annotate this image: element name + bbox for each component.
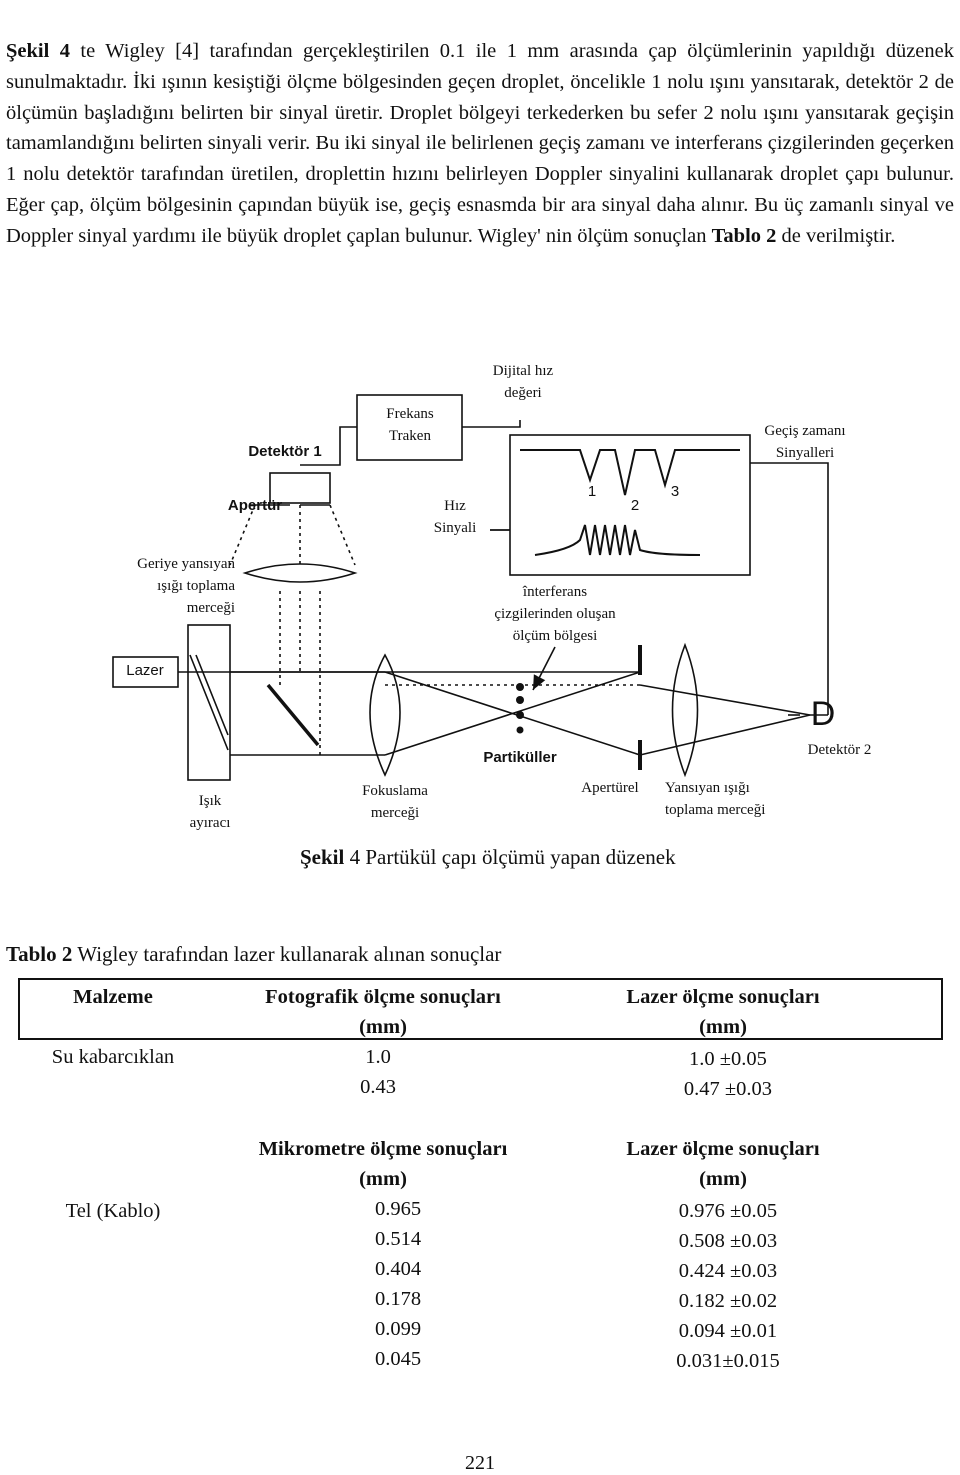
reflected-lens (673, 645, 698, 775)
beam-splitter-label: Işık ayıracı (189, 793, 231, 831)
particles-label: Partiküller (483, 749, 557, 766)
header-material: Malzeme (73, 986, 153, 1008)
page-number: 221 (465, 1452, 495, 1474)
table-reference: Tablo 2 (711, 224, 777, 247)
interference-region-label: înterferans çizgilerinden oluşan ölçüm bölgesi (494, 584, 616, 644)
aperture-label: Apertür (227, 497, 283, 514)
aperture-right-label: Apertürel (581, 780, 639, 796)
header-laser-2: Lazer ölçme sonuçları (mm) (626, 1138, 820, 1190)
figure-reference: Şekil 4 (6, 40, 70, 62)
table-caption: Tablo 2 Wigley tarafından lazer kullanarak alınan sonuçlar (6, 942, 502, 966)
back-scatter-lens-label: Geriye yansıyan ışığı toplama merceği (137, 556, 235, 616)
paragraph-tail: de verilmiştir. (776, 224, 896, 247)
row-bubbles-photo: 1.0 0.43 (360, 1046, 396, 1098)
particles (516, 683, 524, 734)
signal-2-label: 2 (630, 497, 640, 514)
figure-diagram (0, 355, 960, 875)
focusing-lens-label: Fokuslama merceği (362, 783, 428, 821)
frequency-tracker-label: Frekans Traken (386, 406, 434, 444)
intro-paragraph (6, 36, 954, 252)
header-micrometer: Mikrometre ölçme sonuçları (mm) (258, 1138, 508, 1190)
row-wire-micrometer: 0.965 0.514 0.404 0.178 0.099 0.045 (374, 1198, 422, 1370)
header-photographic: Fotografik ölçme sonuçları (mm) (265, 986, 501, 1038)
figure-caption: Şekil 4 Partükül çapı ölçümü yapan düzenek (300, 845, 676, 869)
row-wire-laser: 0.976 ±0.05 0.508 ±0.03 0.424 ±0.03 0.182 ±0.02 0.094 ±0.01 0.031±0.015 (676, 1200, 780, 1372)
frekans-to-digital-line (462, 420, 520, 427)
focusing-lens (370, 655, 400, 775)
reflected-lens-label: Yansıyan ışığı toplama merceği (665, 780, 766, 818)
digital-speed-label: Dijital hız değeri (492, 363, 554, 401)
d-detector-letter: D (810, 695, 836, 733)
transit-time-label: Geçiş zamanı Sinyalleri (764, 423, 846, 461)
collection-lens (245, 564, 355, 582)
laser-label: Lazer (126, 662, 164, 679)
paragraph-body: te Wigley [4] tarafından gerçekleştirilen 0.1 ile 1 mm arasında çap ölçümlerinin yapıldığı düzenek sunulmaktadır. İki ışının kesiştiği ölçme bölgesinden geçen droplet, öncelikle 1 nolu ışını yansıtarak, detektör 2 de ölçümün başladığını belirten bir sinyal üretir. Droplet bölgeyi terkederken bu sefer 2 nolu ışını yansıtarak geçişin tamamlandığını belirten sinyali verir. Bu iki sinyal ile belirlenen geçiş zamanı ve interferans çizgilerinden geçerken 1 nolu detektör tarafından üretilen, droplettin hızını belirleyen Doppler sinyalini kullanarak droplet çapı bulunur. Eğer çap, ölçüm bölgesinin çapından büyük ise, geçiş esnasmda bir ara sinyal daha alınır. Bu üç zamanlı sinyal ve Doppler sinyal yardımı ile büyük droplet çaplan bulunur. Wigley' nin ölçüm sonuçlan (6, 40, 954, 247)
detector-1-label: Detektör 1 (248, 443, 322, 460)
detector-2-label: Detektör 2 (807, 742, 872, 758)
speed-signal-label: Hız Sinyali (433, 498, 477, 536)
signal-1-label: 1 (587, 483, 597, 500)
signal-3-label: 3 (670, 483, 680, 500)
row-wire-name: Tel (Kablo) (65, 1200, 161, 1222)
row-bubbles-name: Su kabarcıklan (51, 1046, 175, 1068)
row-bubbles-laser: 1.0 ±0.05 0.47 ±0.03 (683, 1048, 773, 1100)
header-laser-1: Lazer ölçme sonuçları (mm) (626, 986, 820, 1038)
